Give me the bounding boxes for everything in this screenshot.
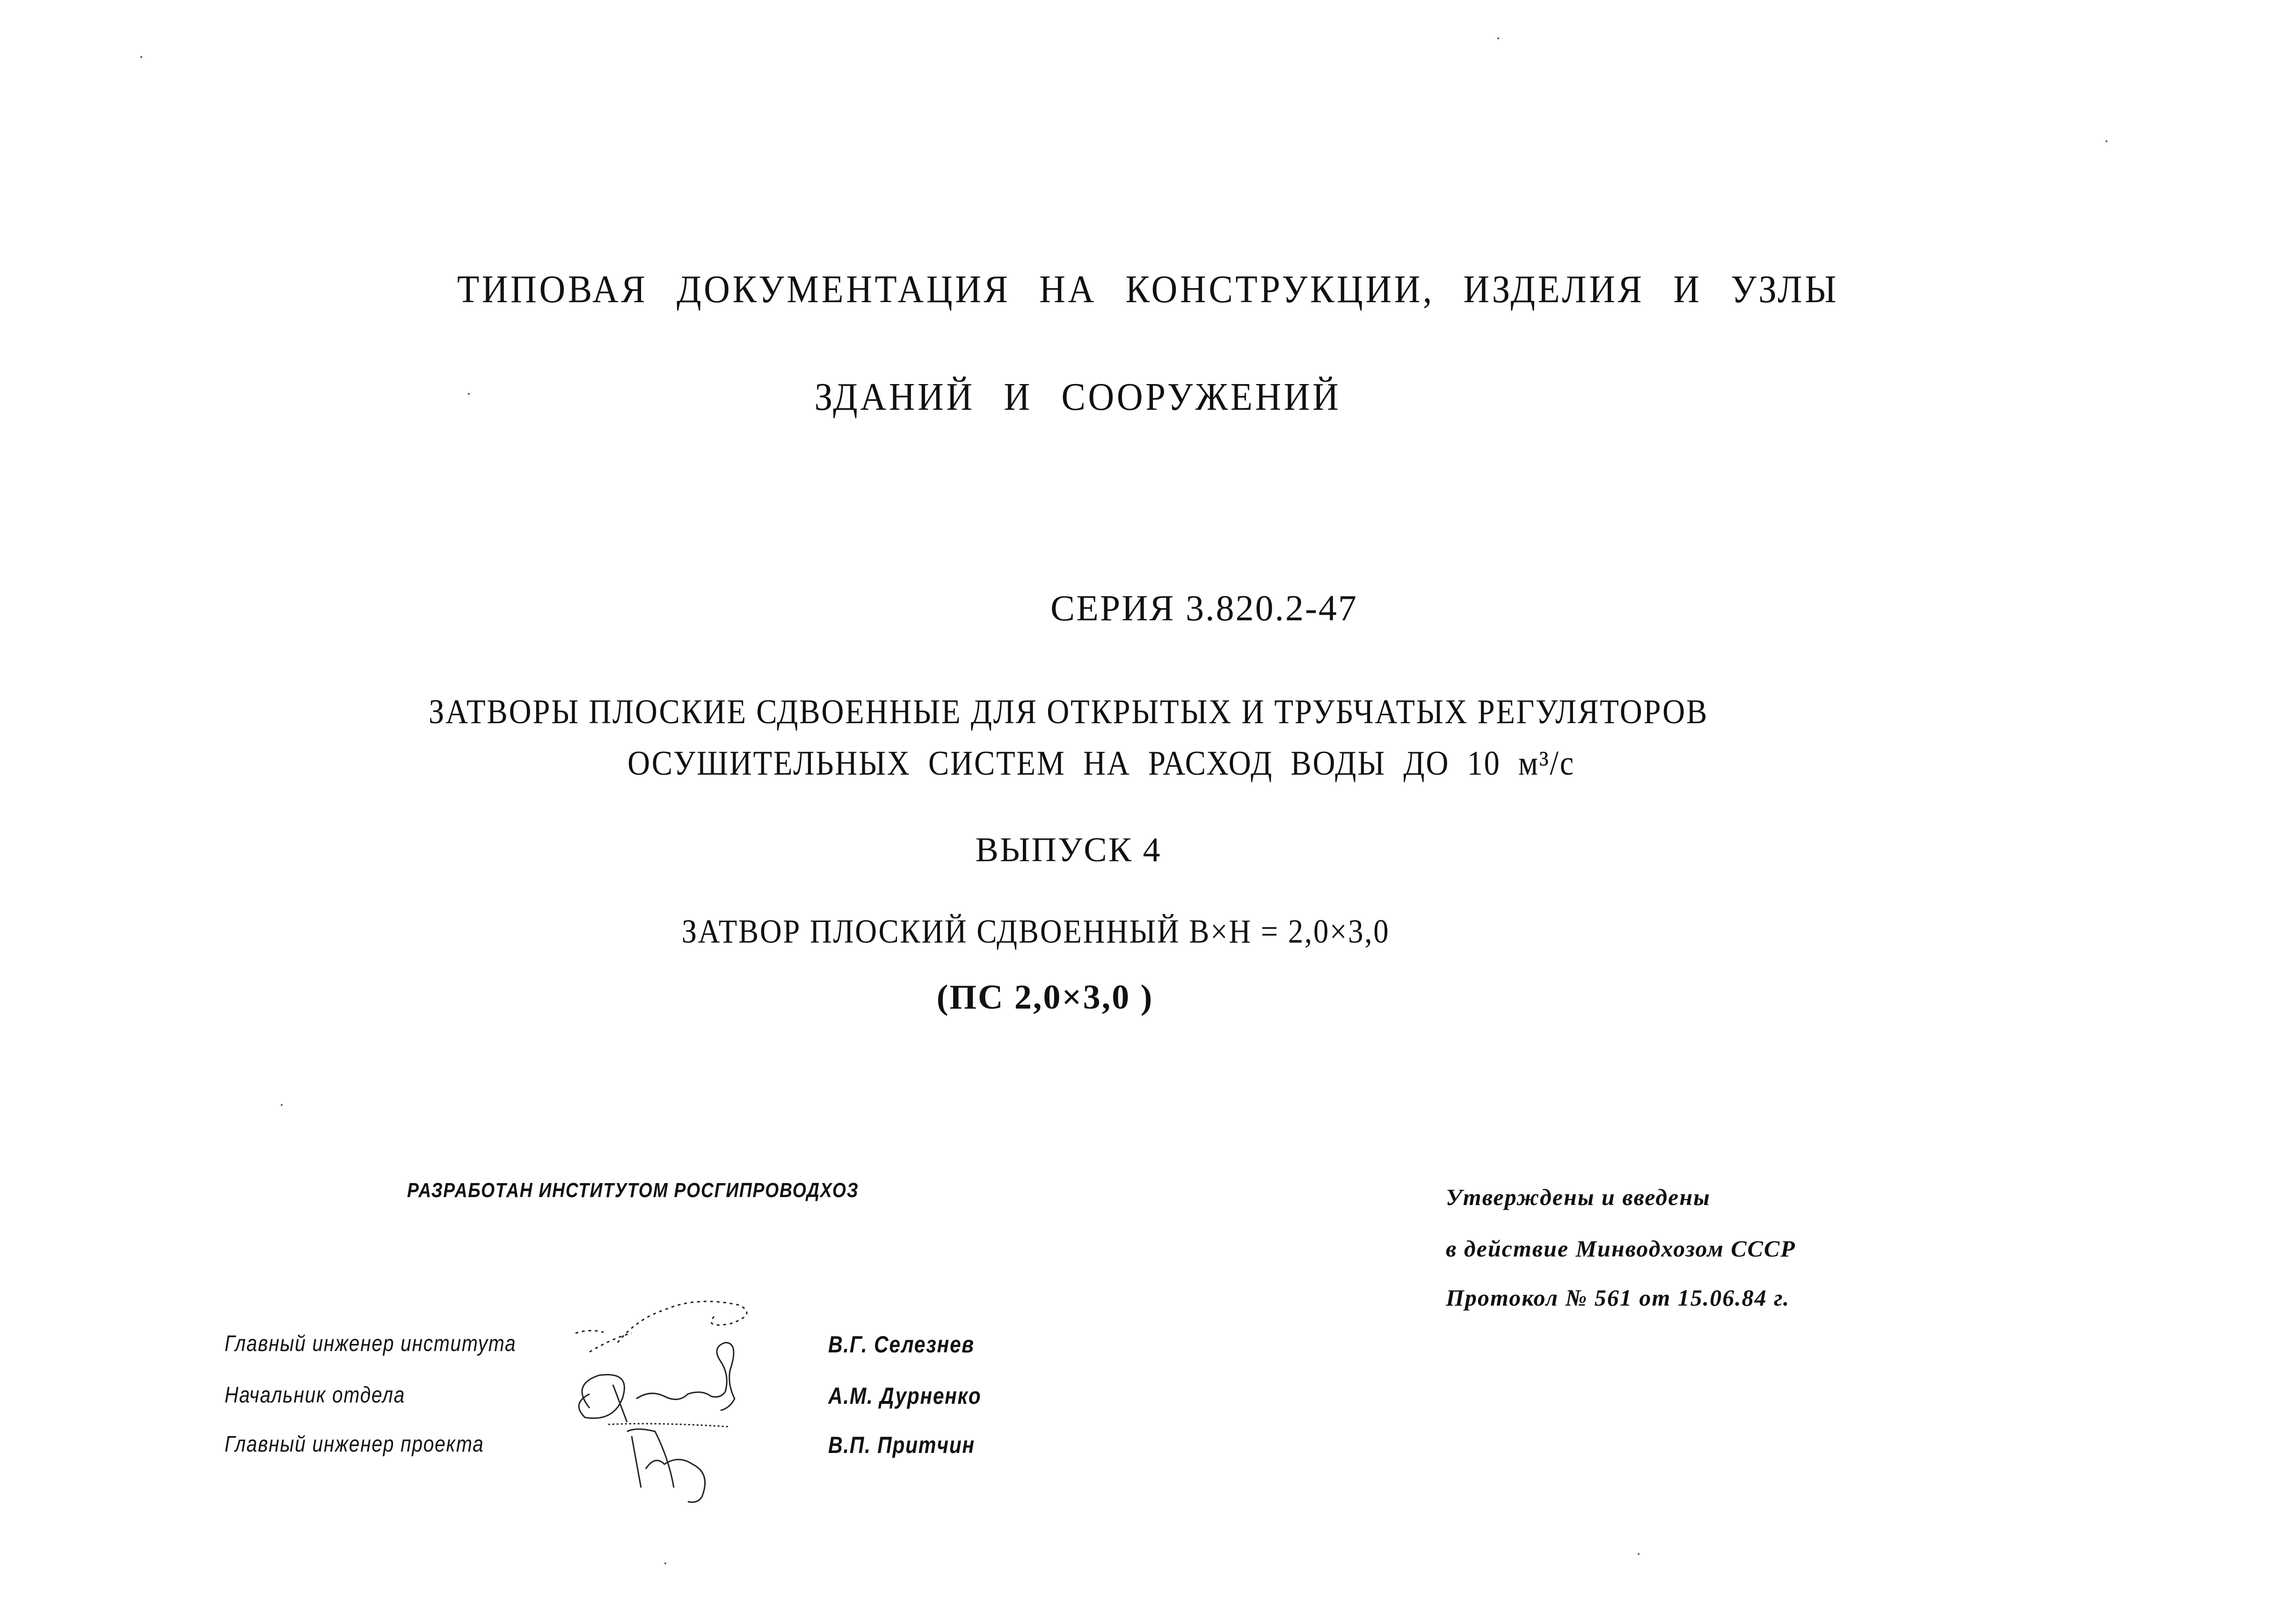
- signatory-name: А.М. Дурненко: [828, 1383, 982, 1409]
- scan-speck: [2106, 140, 2107, 142]
- series-subject-line1: ЗАТВОРЫ ПЛОСКИЕ СДВОЕННЫЕ ДЛЯ ОТКРЫТЫХ И ТРУБЧАТЫХ РЕГУЛЯТОРОВ: [429, 693, 1708, 731]
- signatory-name: В.Г. Селезнев: [828, 1331, 975, 1358]
- scan-speck: [1638, 1553, 1640, 1555]
- document-series-title-line2: ЗДАНИЙ И СООРУЖЕНИЙ: [814, 375, 1341, 419]
- signatory-role: Начальник отдела: [225, 1383, 405, 1408]
- signatory-role: Главный инженер проекта: [225, 1432, 484, 1457]
- handwritten-signatures-icon: [561, 1291, 824, 1506]
- developer-label: РАЗРАБОТАН ИНСТИТУТОМ РОСГИПРОВОДХОЗ: [407, 1179, 859, 1202]
- series-subject-line2: ОСУШИТЕЛЬНЫХ СИСТЕМ НА РАСХОД ВОДЫ ДО 10 м³/с: [627, 744, 1575, 783]
- scan-speck: [140, 56, 142, 58]
- scan-speck: [281, 1104, 283, 1106]
- signatory-name: В.П. Притчин: [828, 1432, 975, 1458]
- issue-number: ВЫПУСК 4: [975, 831, 1162, 869]
- item-title: ЗАТВОР ПЛОСКИЙ СДВОЕННЫЙ В×Н = 2,0×3,0: [681, 913, 1390, 950]
- scan-speck: [1497, 37, 1499, 39]
- approval-line2: в действие Минводхозом СССР: [1446, 1235, 1796, 1262]
- scan-speck: [664, 1562, 666, 1564]
- approval-line3: Протокол № 561 от 15.06.84 г.: [1446, 1285, 1790, 1311]
- item-code: (ПС 2,0×3,0 ): [936, 978, 1154, 1017]
- document-series-title-line1: ТИПОВАЯ ДОКУМЕНТАЦИЯ НА КОНСТРУКЦИИ, ИЗДЕЛИЯ И УЗЛЫ: [457, 268, 1839, 311]
- signatory-role: Главный инженер института: [225, 1331, 517, 1356]
- scan-speck: [468, 393, 470, 395]
- series-number: СЕРИЯ 3.820.2-47: [1050, 588, 1358, 628]
- approval-line1: Утверждены и введены: [1446, 1184, 1711, 1210]
